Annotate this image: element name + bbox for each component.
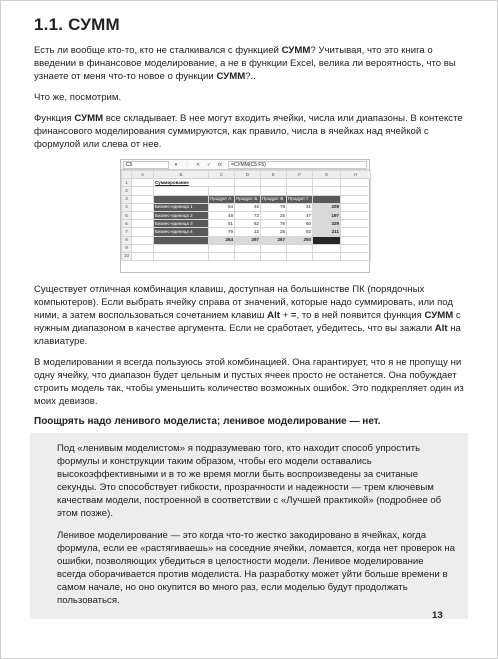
text-run-bold: = bbox=[290, 310, 297, 321]
value-cell: 12 bbox=[235, 228, 261, 236]
text-run: ?.. bbox=[245, 71, 256, 82]
value-cell: 78 bbox=[261, 203, 287, 211]
cell bbox=[209, 252, 235, 260]
paragraph-lets-see: Что же, посмотрим. bbox=[34, 92, 122, 103]
more-icon: ⋮ bbox=[184, 161, 190, 168]
cancel-icon: ✕ bbox=[195, 161, 201, 168]
text-run: + bbox=[279, 310, 291, 321]
page-number: 13 bbox=[432, 610, 443, 621]
col-header: E bbox=[261, 171, 287, 179]
cell bbox=[341, 228, 371, 236]
row-header: 1 bbox=[122, 179, 132, 187]
value-cell: 48 bbox=[209, 211, 235, 219]
text-run: все складывает. В нее могут входить ячейки, числа или диапазоны. В контексте финансового моделирования суммируются, как правило, числа в ячейках над ячейкой с формулой или слева от нее. bbox=[34, 113, 463, 150]
sheet-row bbox=[122, 244, 371, 252]
total-cell: 211 bbox=[313, 228, 341, 236]
total-cell: 329 bbox=[313, 220, 341, 228]
text-run: на клавиатуре. bbox=[34, 323, 461, 347]
cell bbox=[235, 179, 261, 187]
cell bbox=[132, 220, 154, 228]
unit-label: Бизнес-единица 4 bbox=[154, 228, 209, 236]
value-cell: 79 bbox=[209, 228, 235, 236]
text-run-bold: Alt bbox=[434, 323, 448, 334]
cell bbox=[313, 252, 341, 260]
cell bbox=[154, 236, 209, 244]
cell bbox=[287, 187, 313, 195]
cell bbox=[132, 252, 154, 260]
product-header: Продукт А bbox=[209, 195, 235, 203]
cell bbox=[313, 195, 341, 203]
cell bbox=[132, 179, 154, 187]
total-cell: 209 bbox=[313, 203, 341, 211]
cell bbox=[209, 187, 235, 195]
row-header: 10 bbox=[122, 252, 132, 260]
cell bbox=[235, 187, 261, 195]
cell bbox=[341, 252, 371, 260]
value-cell: 92 bbox=[287, 228, 313, 236]
selected-cell bbox=[313, 236, 341, 244]
col-header: C bbox=[209, 171, 235, 179]
cell bbox=[341, 220, 371, 228]
cell bbox=[287, 179, 313, 187]
paragraph-always-use: В моделировании я всегда пользуюсь этой комбинацией. Она гарантирует, что я не пропущу ни одну ячейку, что диапазон будет цельным и пустых ячеек просто не останется. Она побуждает строить модель так, чтобы уменьшить количество возможных ошибок. Это подкрепляет один из моих девизов. bbox=[34, 357, 464, 407]
text-run-bold: Alt bbox=[267, 310, 280, 321]
unit-label: Бизнес-единица 1 bbox=[154, 203, 209, 211]
row-header: 2 bbox=[122, 187, 132, 195]
aside-paragraph-1: Под «ленивым моделистом» я подразумеваю того, кто находит способ упростить формулы и конструкции таким образом, чтобы его модели оставались высокоэффективными и в то же время могли быть воспроизведены за считаные секунды. Это способствует гибкости, прозрачности и надежности — трем ключевым качествам модели, построенной в соответствии с «Лучшей практикой» (подробнее об этом позже). bbox=[57, 443, 442, 519]
row-header: 3 bbox=[122, 195, 132, 203]
total-cell: 197 bbox=[313, 211, 341, 219]
cell bbox=[132, 187, 154, 195]
section-heading: 1.1. СУММ bbox=[34, 15, 120, 34]
column-total: 264 bbox=[209, 236, 235, 244]
paragraph-function-desc bbox=[34, 112, 468, 151]
cell bbox=[132, 195, 154, 203]
cell bbox=[341, 203, 371, 211]
cell bbox=[341, 195, 371, 203]
cell bbox=[341, 179, 371, 187]
row-header: 8 bbox=[122, 236, 132, 244]
cell bbox=[341, 187, 371, 195]
spreadsheet-grid bbox=[121, 170, 371, 261]
text-run: , то в ней появится функция bbox=[296, 310, 425, 321]
row-header: 5 bbox=[122, 211, 132, 219]
row-header: 9 bbox=[122, 244, 132, 252]
unit-label: Бизнес-единица 3 bbox=[154, 220, 209, 228]
column-header-row bbox=[122, 171, 371, 179]
row-header: 4 bbox=[122, 203, 132, 211]
title-cell: Суммирование bbox=[154, 179, 235, 187]
column-total: 297 bbox=[235, 236, 261, 244]
corner-cell bbox=[122, 171, 132, 179]
value-cell: 28 bbox=[261, 228, 287, 236]
sheet-row bbox=[122, 195, 371, 203]
cell bbox=[154, 187, 209, 195]
fx-icon: fx bbox=[218, 161, 222, 168]
text-run: Существует отличная комбинация клавиш, доступная на большинстве ПК (порядочных компьютеров). Если выбрать ячейку справа от значений, которые надо суммировать, или под ними, а затем воспользоваться сочетанием клавиш bbox=[34, 284, 453, 321]
cell bbox=[313, 187, 341, 195]
cell bbox=[261, 187, 287, 195]
cell bbox=[132, 244, 154, 252]
cell bbox=[235, 252, 261, 260]
cell bbox=[287, 244, 313, 252]
cell bbox=[235, 244, 261, 252]
col-header: B bbox=[154, 171, 209, 179]
text-run-bold: СУММ bbox=[74, 113, 104, 124]
column-total: 250 bbox=[287, 236, 313, 244]
value-cell: 82 bbox=[235, 220, 261, 228]
cell bbox=[261, 244, 287, 252]
cell bbox=[341, 236, 371, 244]
col-header: F bbox=[287, 171, 313, 179]
value-cell: 51 bbox=[209, 220, 235, 228]
text-run: ? Учитывая, что это книга о введении в финансовое моделирование, а не в функции Excel, велика ли вероятность, что вы узнаете от меня что-то новое о функции bbox=[34, 45, 456, 82]
unit-label: Бизнес-единица 2 bbox=[154, 211, 209, 219]
cell bbox=[209, 244, 235, 252]
text-run: с нужным диапазоном в качестве аргумента. Если не сработает, убедитесь, что вы зажали bbox=[34, 310, 461, 334]
sheet-row bbox=[122, 187, 371, 195]
cell bbox=[287, 252, 313, 260]
col-header: D bbox=[235, 171, 261, 179]
excel-screenshot bbox=[120, 159, 370, 273]
value-cell: 54 bbox=[209, 203, 235, 211]
value-cell: 31 bbox=[287, 203, 313, 211]
dropdown-icon: ▾ bbox=[174, 161, 178, 168]
cell bbox=[261, 252, 287, 260]
value-cell: 25 bbox=[261, 211, 287, 219]
formula-bar bbox=[121, 160, 369, 170]
sheet-row bbox=[122, 228, 371, 236]
cell bbox=[313, 179, 341, 187]
name-box: C5 bbox=[123, 161, 169, 169]
formula-input: =СУММ(C5:F5) bbox=[228, 161, 367, 169]
cell bbox=[341, 211, 371, 219]
text-run-bold: СУММ bbox=[216, 71, 246, 82]
cell bbox=[341, 244, 371, 252]
cell bbox=[313, 244, 341, 252]
product-header: Продукт Г bbox=[287, 195, 313, 203]
cell bbox=[132, 236, 154, 244]
cell bbox=[132, 203, 154, 211]
sheet-row bbox=[122, 236, 371, 244]
col-header: H bbox=[341, 171, 371, 179]
row-header: 7 bbox=[122, 228, 132, 236]
cell bbox=[154, 252, 209, 260]
aside-box bbox=[30, 433, 468, 619]
sheet-row bbox=[122, 252, 371, 260]
aside-paragraph-2: Ленивое моделирование — это когда что-то жестко закодировано в ячейках, когда формула, если ее «растягиваешь» на соседние ячейки, ломается, когда нет проверок на ошибки, позволяющих убедиться в целостности модели. Ленивое моделирование всегда оборачивается против моделиста. На разработку может уйти больше времени в самом начале, но оно окупится во много раз, если моделью будут продолжать пользоваться. bbox=[57, 530, 455, 606]
column-total: 267 bbox=[261, 236, 287, 244]
text-run-bold: СУММ bbox=[424, 310, 454, 321]
sheet-row bbox=[122, 179, 371, 187]
enter-icon: ✓ bbox=[206, 161, 212, 168]
value-cell: 46 bbox=[235, 203, 261, 211]
cell bbox=[261, 179, 287, 187]
text-run-bold: СУММ bbox=[281, 45, 311, 56]
text-run: Функция bbox=[34, 113, 75, 124]
cell bbox=[132, 211, 154, 219]
sheet-row bbox=[122, 211, 371, 219]
cell bbox=[132, 228, 154, 236]
value-cell: 76 bbox=[261, 220, 287, 228]
paragraph-shortcut bbox=[34, 283, 468, 348]
col-header: G bbox=[313, 171, 341, 179]
text-run: Есть ли вообще кто-то, кто не сталкивался с функцией bbox=[34, 45, 282, 56]
value-cell: 47 bbox=[287, 211, 313, 219]
cell bbox=[154, 195, 209, 203]
row-header: 6 bbox=[122, 220, 132, 228]
product-header: Продукт В bbox=[261, 195, 287, 203]
value-cell: 60 bbox=[287, 220, 313, 228]
sheet-row bbox=[122, 203, 371, 211]
page-content bbox=[34, 15, 468, 619]
value-cell: 72 bbox=[235, 211, 261, 219]
sheet-row bbox=[122, 220, 371, 228]
cell bbox=[154, 244, 209, 252]
product-header: Продукт Б bbox=[235, 195, 261, 203]
motto-heading: Поощрять надо ленивого моделиста; ленивое моделирование — нет. bbox=[34, 416, 381, 427]
col-header: A bbox=[132, 171, 154, 179]
paragraph-intro bbox=[34, 44, 468, 83]
